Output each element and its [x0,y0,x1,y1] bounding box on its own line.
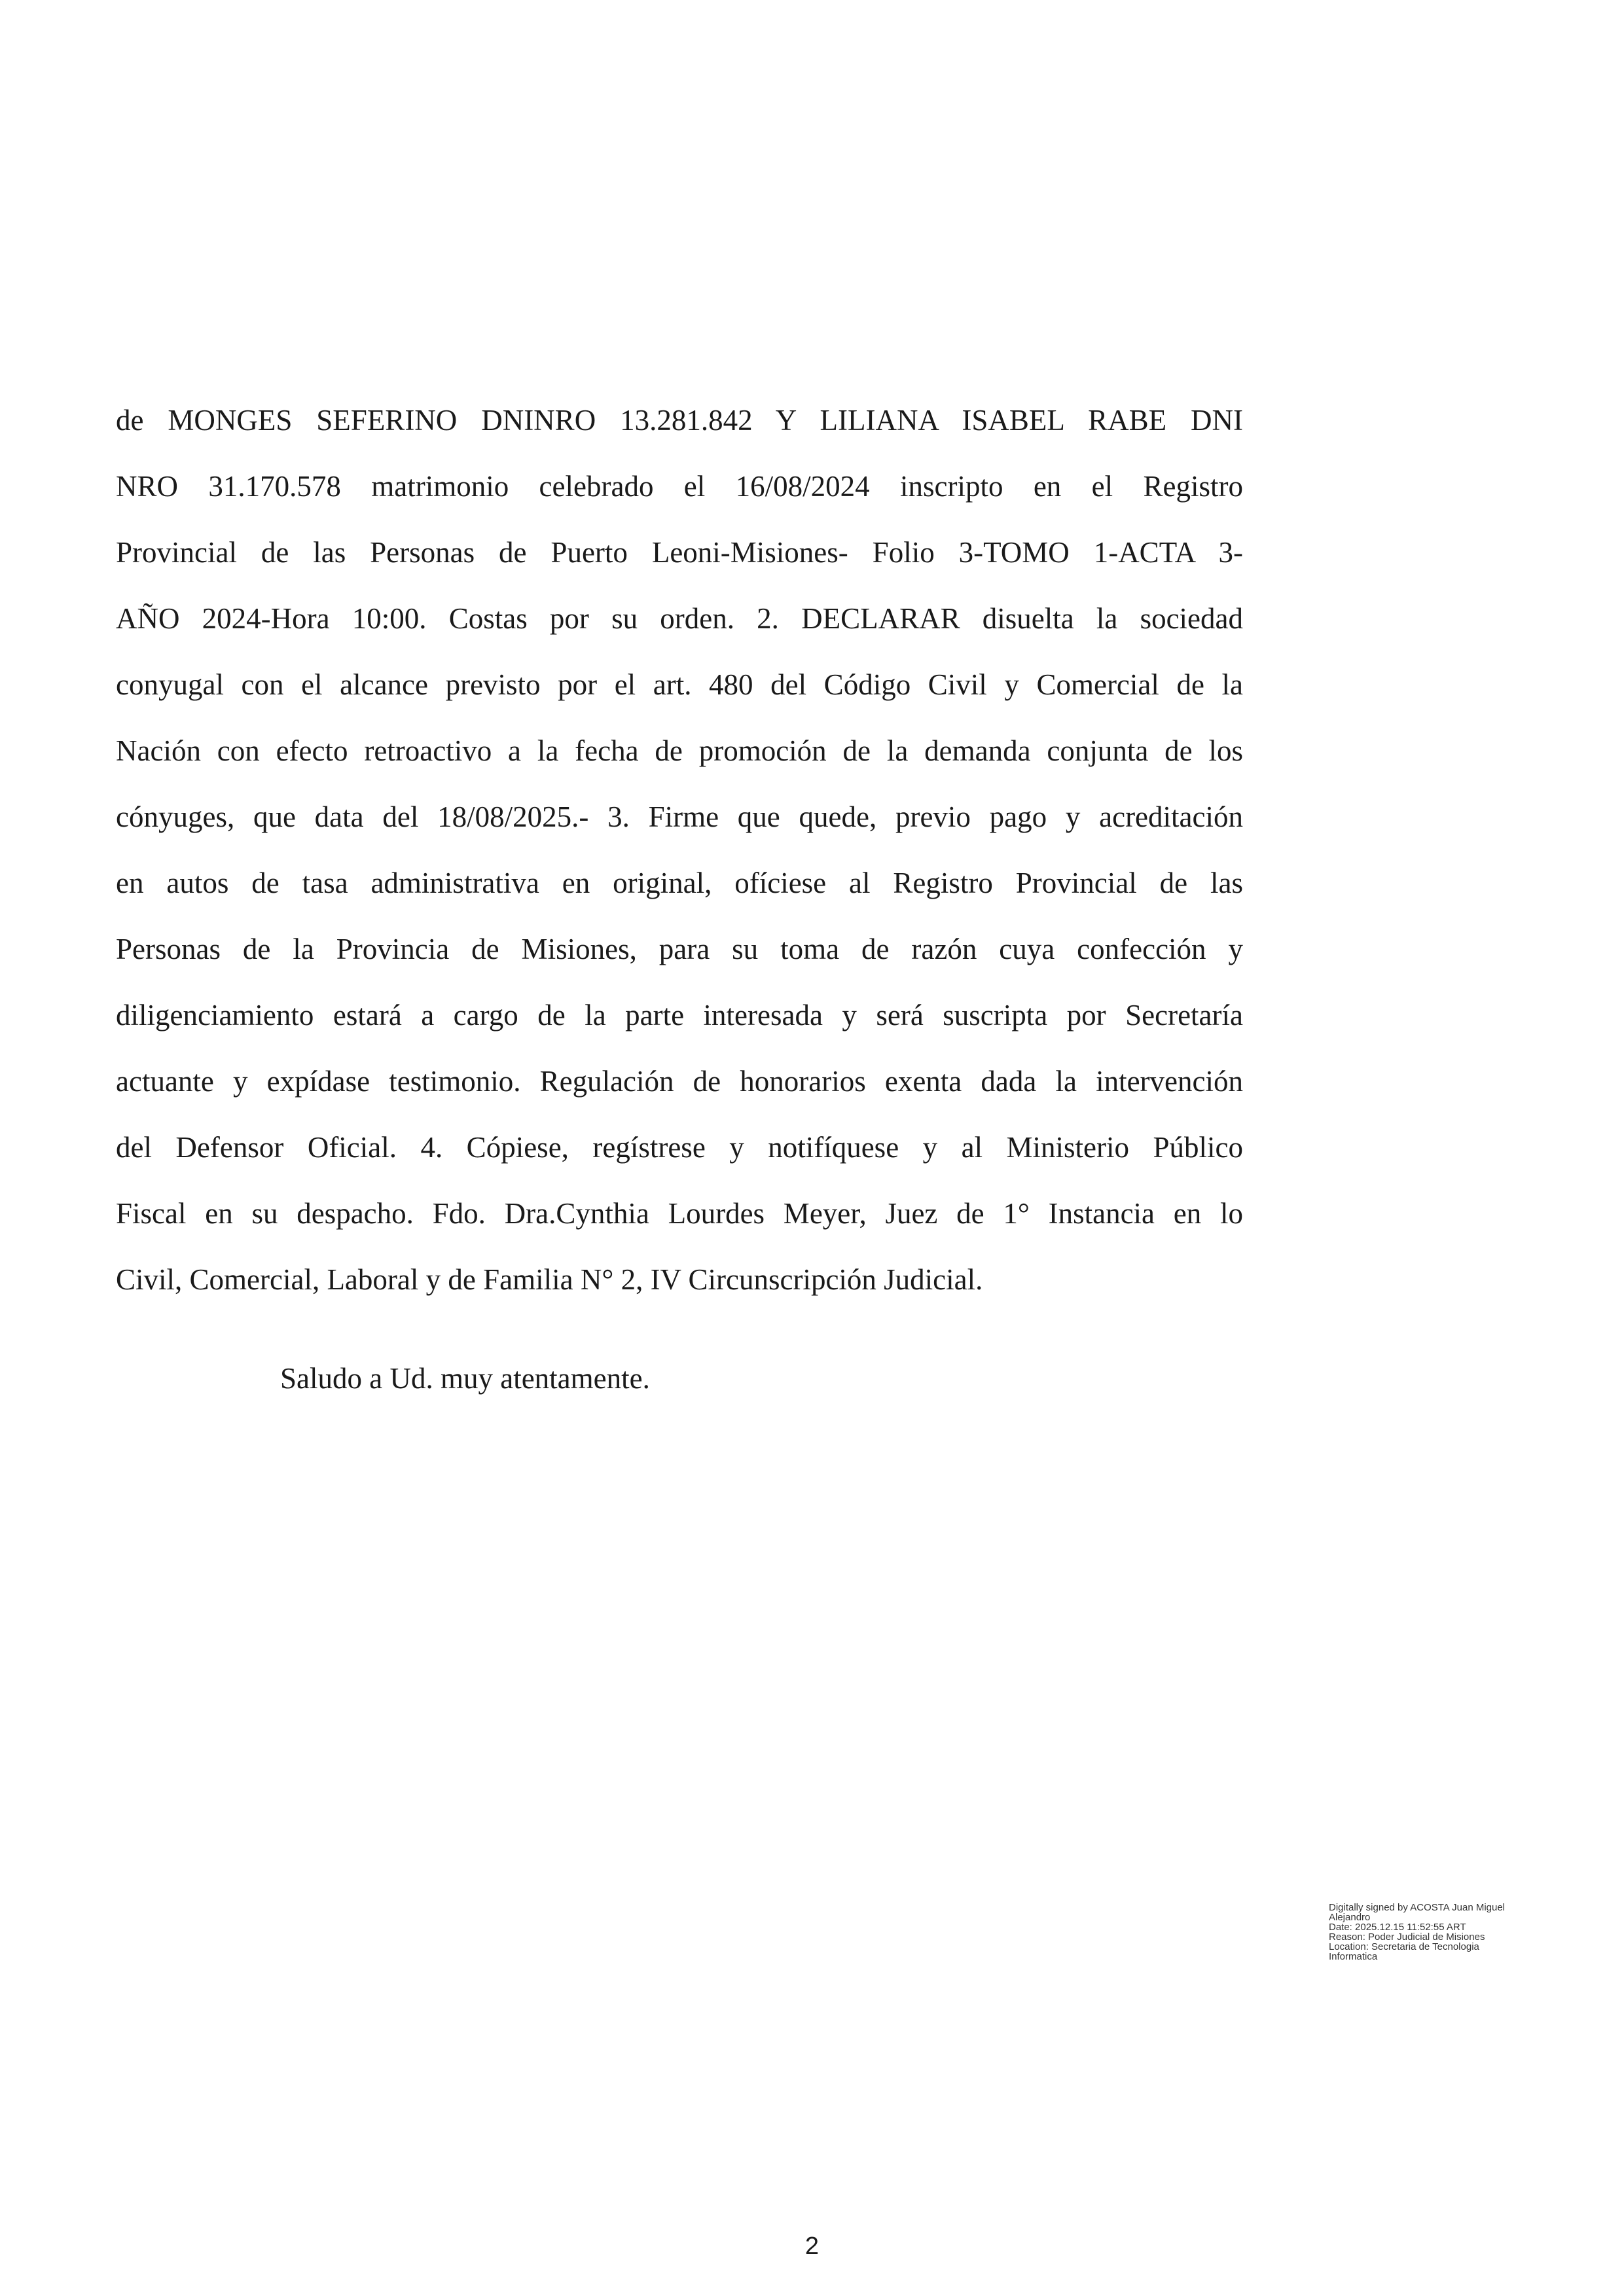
document-body [116,401,1243,1326]
body-line-5: conyugal con el alcance previsto por el art. 480 del Código Civil y Comercial de la [116,668,1243,701]
body-line-10: diligenciamiento estará a cargo de la parte interesada y será suscripta por Secretaría [116,999,1243,1031]
body-line-7: cónyuges, que data del 18/08/2025.- 3. Firme que quede, previo pago y acreditación [116,800,1243,833]
body-line-2: NRO 31.170.578 matrimonio celebrado el 16/08/2024 inscripto en el Registro [116,470,1243,503]
page-number: 2 [804,2233,820,2260]
body-line-12: del Defensor Oficial. 4. Cópiese, regístrese y notifíquese y al Ministerio Público [116,1131,1243,1164]
closing-salutation: Saludo a Ud. muy atentamente. [280,1362,650,1395]
signature-line-6: Informatica [1329,1951,1378,1962]
body-line-14: Civil, Comercial, Laboral y de Familia N° 2, IV Circunscripción Judicial. [116,1263,983,1296]
signature-line-5: Location: Secretaria de Tecnologia [1329,1941,1479,1952]
signature-line-1: Digitally signed by ACOSTA Juan Miguel [1329,1902,1506,1913]
signature-line-4: Reason: Poder Judicial de Misiones [1329,1931,1485,1943]
body-line-13: Fiscal en su despacho. Fdo. Dra.Cynthia Lourdes Meyer, Juez de 1° Instancia en lo [116,1197,1243,1230]
body-line-9: Personas de la Provincia de Misiones, para su toma de razón cuya confección y [116,933,1243,965]
signature-line-3: Date: 2025.12.15 11:52:55 ART [1329,1922,1466,1933]
body-line-11: actuante y expídase testimonio. Regulación de honorarios exenta dada la intervención [116,1065,1243,1098]
body-line-8: en autos de tasa administrativa en original, ofíciese al Registro Provincial de las [116,867,1243,899]
digital-signature-block [1329,1903,1545,1962]
body-line-4: AÑO 2024-Hora 10:00. Costas por su orden. 2. DECLARAR disuelta la sociedad [116,602,1243,635]
body-line-6: Nación con efecto retroactivo a la fecha de promoción de la demanda conjunta de los [116,734,1243,767]
body-line-3: Provincial de las Personas de Puerto Leoni-Misiones- Folio 3-TOMO 1-ACTA 3- [116,536,1243,569]
signature-line-2: Alejandro [1329,1912,1371,1923]
body-line-1: de MONGES SEFERINO DNINRO 13.281.842 Y LILIANA ISABEL RABE DNI [116,404,1243,437]
